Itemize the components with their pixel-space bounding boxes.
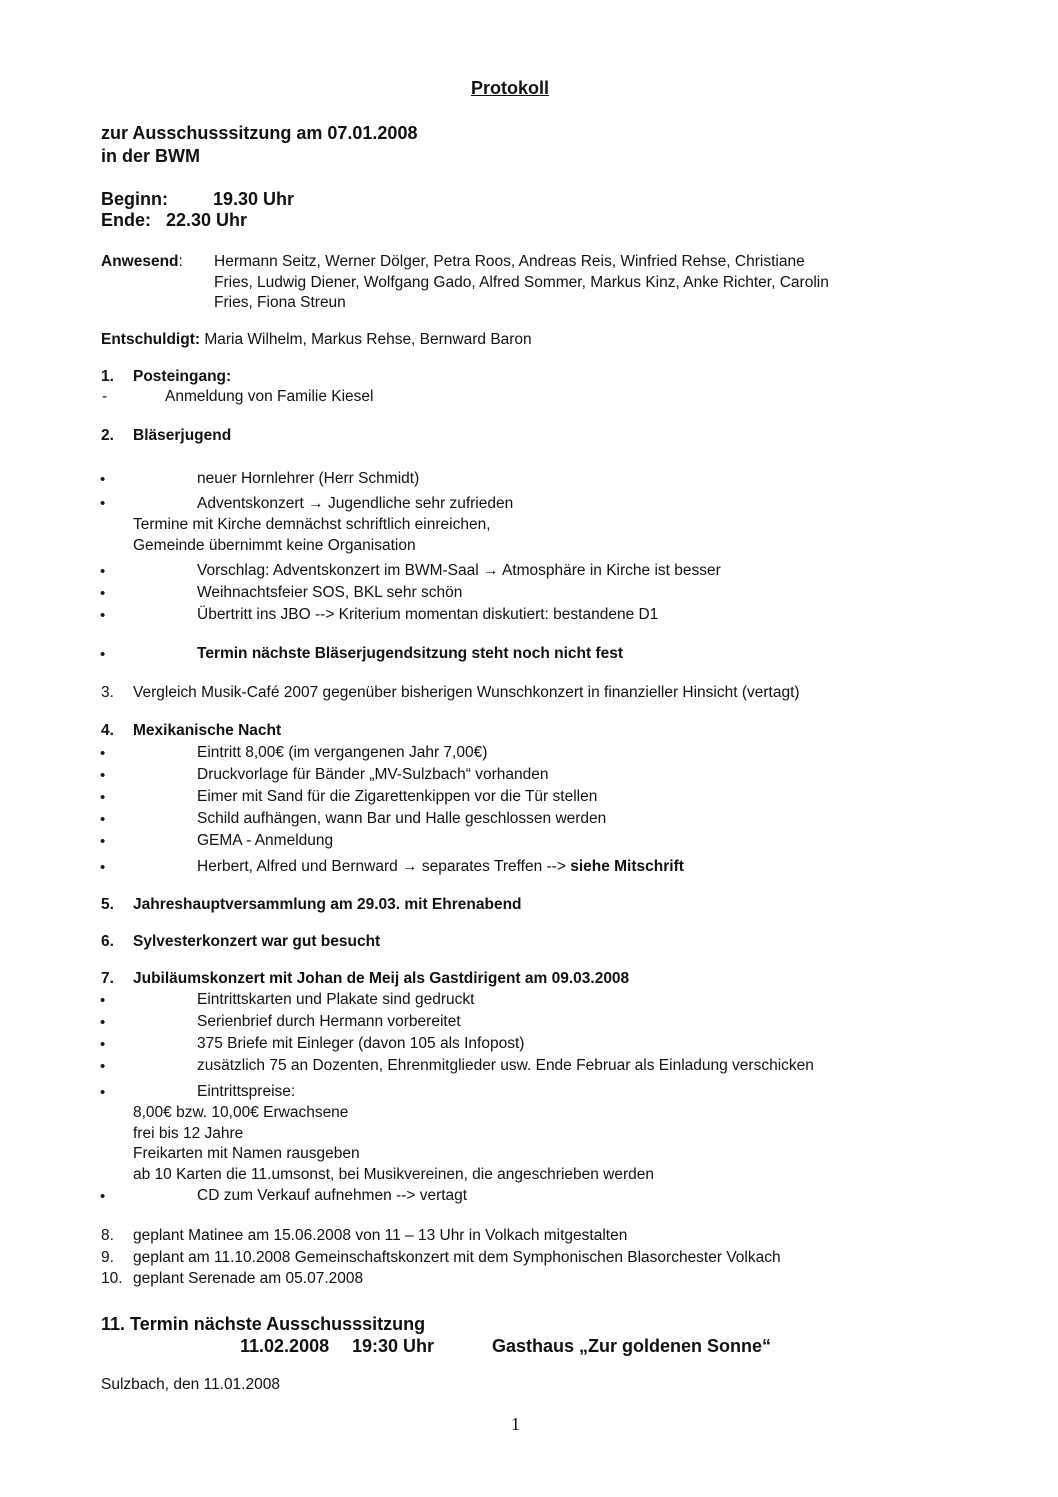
list-item: Übertritt ins JBO --> Kriterium momentan diskutiert: bestandene D1: [197, 606, 659, 623]
bullet-icon: •: [100, 1058, 106, 1075]
list-item: Druckvorlage für Bänder „MV-Sulzbach“ vorhanden: [197, 766, 549, 783]
bullet-icon: •: [100, 1036, 106, 1053]
bullet-icon: •: [100, 859, 106, 876]
list-item: Serienbrief durch Hermann vorbereitet: [197, 1013, 461, 1030]
list-item: GEMA - Anmeldung: [197, 832, 334, 849]
bullet-icon: •: [100, 745, 106, 762]
price-line: frei bis 12 Jahre: [133, 1125, 244, 1142]
list-item: Adventskonzert → Jugendliche sehr zufrieden: [197, 495, 514, 512]
section-11-time: 19:30 Uhr: [352, 1336, 435, 1356]
list-item: Eintrittspreise:: [197, 1083, 296, 1100]
section-9-number: 9.: [101, 1249, 114, 1266]
ende-label: Ende:: [101, 210, 152, 230]
anwesend-line-3: Fries, Fiona Streun: [214, 294, 346, 311]
list-item-bold: Termin nächste Bläserjugendsitzung steht noch nicht fest: [197, 645, 624, 662]
list-item: [197, 858, 684, 876]
subtitle-location: in der BWM: [101, 146, 200, 166]
anwesend-colon: :: [178, 253, 183, 270]
section-2-number: 2.: [101, 427, 114, 444]
section-7-title: Jubiläumskonzert mit Johan de Meij als Gastdirigent am 09.03.2008: [133, 970, 630, 987]
beginn-time: 19.30 Uhr: [213, 189, 295, 209]
section-3-number: 3.: [101, 684, 114, 701]
section-11-place: Gasthaus „Zur goldenen Sonne“: [492, 1336, 772, 1356]
list-item-text: Herbert, Alfred und Bernward → separates Treffen -->: [197, 858, 571, 875]
bullet-icon: •: [100, 646, 106, 663]
section-1-number: 1.: [101, 368, 114, 385]
section-6-number: 6.: [101, 933, 114, 950]
page-number: 1: [511, 1414, 520, 1434]
page-title: Protokoll: [471, 78, 550, 98]
bullet-icon: •: [100, 607, 106, 624]
section-5-number: 5.: [101, 896, 114, 913]
section-3-text: Vergleich Musik-Café 2007 gegenüber bisherigen Wunschkonzert in finanzieller Hinsicht (vertagt): [133, 684, 800, 701]
footer-place-date: Sulzbach, den 11.01.2008: [101, 1376, 280, 1393]
dash-marker: -: [102, 388, 108, 405]
list-item: Eimer mit Sand für die Zigarettenkippen vor die Tür stellen: [197, 788, 598, 805]
price-line: Freikarten mit Namen rausgeben: [133, 1145, 360, 1162]
bullet-icon: •: [100, 789, 106, 806]
entschuldigt-label: Entschuldigt:: [101, 331, 201, 348]
section-10-text: geplant Serenade am 05.07.2008: [133, 1270, 364, 1287]
section-11-date: 11.02.2008: [240, 1336, 330, 1356]
entschuldigt-text: Maria Wilhelm, Markus Rehse, Bernward Baron: [204, 331, 532, 348]
subtitle-meeting: zur Ausschusssitzung am 07.01.2008: [101, 123, 418, 143]
anwesend-line-1: Hermann Seitz, Werner Dölger, Petra Roos, Andreas Reis, Winfried Rehse, Christiane: [214, 253, 805, 270]
section-11-title: 11. Termin nächste Ausschusssitzung: [101, 1314, 426, 1334]
list-item: zusätzlich 75 an Dozenten, Ehrenmitglieder usw. Ende Februar als Einladung verschicken: [197, 1057, 814, 1074]
bullet-icon: •: [100, 992, 106, 1009]
bullet-icon: •: [100, 563, 106, 580]
list-item: Vorschlag: Adventskonzert im BWM-Saal → Atmosphäre in Kirche ist besser: [197, 562, 721, 579]
anwesend-label: Anwesend: [101, 253, 179, 270]
bullet-icon: •: [100, 1188, 106, 1205]
list-item: 375 Briefe mit Einleger (davon 105 als Infopost): [197, 1035, 525, 1052]
list-item: Schild aufhängen, wann Bar und Halle geschlossen werden: [197, 810, 607, 827]
section-2-title: Bläserjugend: [133, 427, 232, 444]
bullet-icon: •: [100, 585, 106, 602]
section-4-number: 4.: [101, 722, 114, 739]
list-item: Eintritt 8,00€ (im vergangenen Jahr 7,00€): [197, 744, 488, 761]
note-line: Termine mit Kirche demnächst schriftlich einreichen,: [133, 516, 491, 533]
bullet-icon: •: [100, 811, 106, 828]
list-item: CD zum Verkauf aufnehmen --> vertagt: [197, 1187, 468, 1204]
bullet-icon: •: [100, 495, 106, 512]
section-7-number: 7.: [101, 970, 114, 987]
section-1-item: Anmeldung von Familie Kiesel: [165, 388, 374, 405]
section-8-number: 8.: [101, 1227, 114, 1244]
section-9-text: geplant am 11.10.2008 Gemeinschaftskonzert mit dem Symphonischen Blasorchester Volkach: [133, 1249, 781, 1266]
note-line: Gemeinde übernimmt keine Organisation: [133, 537, 416, 554]
price-line: ab 10 Karten die 11.umsonst, bei Musikvereinen, die angeschrieben werden: [133, 1166, 655, 1183]
section-5-title: Jahreshauptversammlung am 29.03. mit Ehrenabend: [133, 896, 522, 913]
anwesend-line-2: Fries, Ludwig Diener, Wolfgang Gado, Alfred Sommer, Markus Kinz, Anke Richter, Carolin: [214, 274, 829, 291]
section-10-number: 10.: [101, 1270, 123, 1287]
list-item-bold-suffix: siehe Mitschrift: [570, 858, 684, 875]
section-1-title: Posteingang:: [133, 368, 232, 385]
section-8-text: geplant Matinee am 15.06.2008 von 11 – 13 Uhr in Volkach mitgestalten: [133, 1227, 628, 1244]
beginn-label: Beginn:: [101, 189, 168, 209]
price-line: 8,00€ bzw. 10,00€ Erwachsene: [133, 1104, 349, 1121]
bullet-icon: •: [100, 767, 106, 784]
bullet-icon: •: [100, 833, 106, 850]
bullet-icon: •: [100, 1014, 106, 1031]
list-item: Weihnachtsfeier SOS, BKL sehr schön: [197, 584, 463, 601]
list-item: neuer Hornlehrer (Herr Schmidt): [197, 470, 420, 487]
entschuldigt-row: [101, 331, 532, 349]
anwesend-heading: [101, 253, 183, 271]
bullet-icon: •: [100, 1084, 106, 1101]
section-4-title: Mexikanische Nacht: [133, 722, 282, 739]
bullet-icon: •: [100, 471, 106, 488]
ende-time: 22.30 Uhr: [166, 210, 248, 230]
list-item: Eintrittskarten und Plakate sind gedruckt: [197, 991, 475, 1008]
section-6-title: Sylvesterkonzert war gut besucht: [133, 933, 381, 950]
